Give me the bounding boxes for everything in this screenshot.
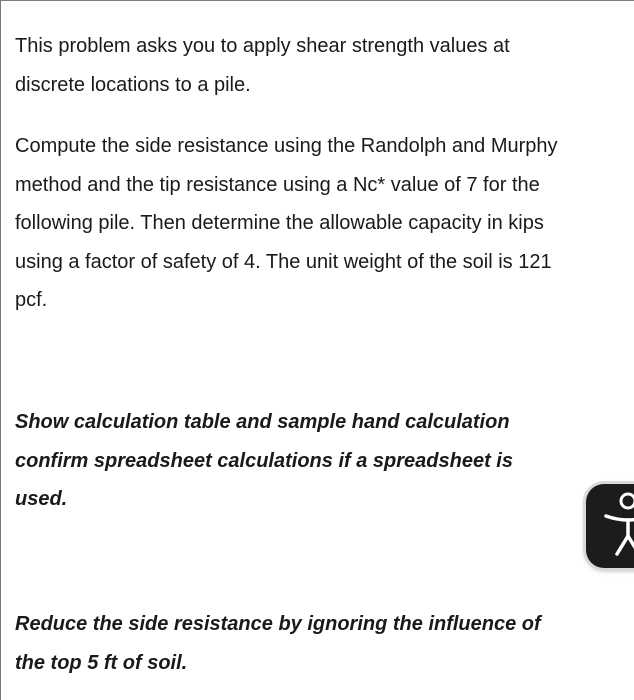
accessibility-person-icon <box>586 484 634 568</box>
intro-paragraph: This problem asks you to apply shear strength values at discrete locations to a pile. <box>15 35 510 96</box>
problem-paragraph: Compute the side resistance using the Randolph and Murphy method and the tip resistance using a Nc* value of 7 for the following pile. Then determine the allowable capacity in kips using a factor of safety of 4. The unit weight of the soil is 121 pcf. <box>15 135 558 311</box>
accessibility-button[interactable] <box>586 484 634 568</box>
calculation-instruction: Show calculation table and sample hand calculation confirm spreadsheet calculations if a spreadsheet is used. <box>15 411 513 510</box>
reduce-side-resistance-instruction: Reduce the side resistance by ignoring the influence of the top 5 ft of soil. <box>15 613 541 674</box>
